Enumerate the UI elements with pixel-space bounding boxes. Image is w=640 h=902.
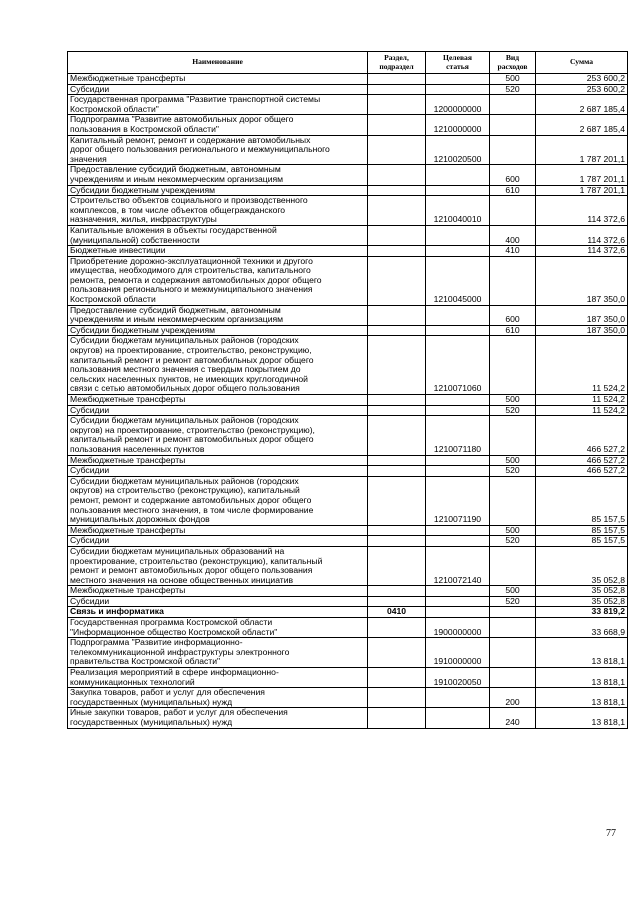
cell-section [368,708,426,728]
table-row [68,668,628,688]
cell-section [368,455,426,466]
table-row [68,455,628,466]
cell-section [368,74,426,85]
cell-article: 1910000000 [426,638,490,668]
cell-section [368,225,426,245]
cell-article [426,688,490,708]
cell-sum: 1 787 201,1 [536,135,628,165]
cell-name: Строительство объектов социального и производственного комплексов, в том числе объектов общегражданского назначения, жилья, инфраструктуры [68,196,368,226]
cell-type [490,668,536,688]
cell-article: 1210071180 [426,416,490,455]
cell-type: 520 [490,536,536,547]
cell-type: 520 [490,84,536,95]
cell-type: 500 [490,525,536,536]
table-row [68,476,628,525]
table-row [68,185,628,196]
cell-type [490,135,536,165]
cell-name: Капитальный ремонт, ремонт и содержание автомобильных дорог общего пользования регионального и межмуниципального значения [68,135,368,165]
cell-section [368,336,426,395]
column-header-name: Наименование [68,52,368,74]
cell-article [426,586,490,597]
cell-article [426,596,490,607]
cell-name: Субсидии [68,405,368,416]
cell-sum: 35 052,8 [536,546,628,585]
table-row [68,395,628,406]
cell-type: 500 [490,74,536,85]
table-row [68,135,628,165]
cell-name: Закупка товаров, работ и услуг для обеспечения государственных (муниципальных) нужд [68,688,368,708]
cell-name: Подпрограмма "Развитие информационно- телекоммуникационной инфраструктуры электронного правительства Костромской области" [68,638,368,668]
cell-article [426,325,490,336]
table-row [68,95,628,115]
cell-article [426,305,490,325]
cell-type: 500 [490,586,536,597]
cell-article: 1210045000 [426,256,490,305]
cell-name: Реализация мероприятий в сфере информационно- коммуникационных технологий [68,668,368,688]
cell-sum: 2 687 185,4 [536,95,628,115]
table-row [68,74,628,85]
cell-article: 1210020500 [426,135,490,165]
cell-sum: 33 668,9 [536,618,628,638]
cell-sum: 1 787 201,1 [536,165,628,185]
cell-section [368,325,426,336]
cell-section [368,256,426,305]
cell-name: Межбюджетные трансферты [68,74,368,85]
cell-article [426,395,490,406]
cell-name: Субсидии бюджетным учреждениям [68,185,368,196]
table-row [68,246,628,257]
cell-sum: 114 372,6 [536,225,628,245]
cell-sum: 13 818,1 [536,638,628,668]
table-row [68,536,628,547]
cell-article: 1210071190 [426,476,490,525]
cell-type: 400 [490,225,536,245]
column-header-sum: Сумма [536,52,628,74]
cell-type [490,256,536,305]
cell-section [368,84,426,95]
cell-name: Межбюджетные трансферты [68,586,368,597]
cell-section [368,586,426,597]
cell-type: 610 [490,325,536,336]
cell-section [368,618,426,638]
cell-type [490,638,536,668]
cell-name: Субсидии [68,466,368,477]
cell-name: Субсидии бюджетным учреждениям [68,325,368,336]
table-row [68,416,628,455]
cell-name: Предоставление субсидий бюджетным, автономным учреждениям и иным некоммерческим организациям [68,305,368,325]
cell-sum: 85 157,5 [536,525,628,536]
cell-sum: 114 372,6 [536,196,628,226]
cell-section [368,476,426,525]
cell-article [426,607,490,618]
table-row [68,546,628,585]
table-row [68,586,628,597]
cell-article: 1210071060 [426,336,490,395]
cell-type [490,546,536,585]
cell-type [490,607,536,618]
table-row [68,336,628,395]
cell-section [368,536,426,547]
column-header-article: Целевая статья [426,52,490,74]
cell-name: Субсидии [68,536,368,547]
cell-article [426,466,490,477]
table-row [68,596,628,607]
cell-section: 0410 [368,607,426,618]
cell-type: 600 [490,305,536,325]
cell-type: 520 [490,596,536,607]
cell-sum: 13 818,1 [536,688,628,708]
cell-article: 1210000000 [426,115,490,135]
cell-section [368,638,426,668]
table-row [68,115,628,135]
cell-sum: 2 687 185,4 [536,115,628,135]
table-row [68,638,628,668]
cell-type: 240 [490,708,536,728]
table-row [68,466,628,477]
cell-type: 200 [490,688,536,708]
cell-type: 520 [490,405,536,416]
column-header-type: Вид расходов [490,52,536,74]
cell-sum: 13 818,1 [536,708,628,728]
cell-sum: 114 372,6 [536,246,628,257]
cell-name: Субсидии бюджетам муниципальных районов (городских округов) на проектирование, строительство (реконструкцию), капитальный ремонт и ремонт автомобильных дорог общего пользования населенных пунктов [68,416,368,455]
table-row [68,708,628,728]
table-row [68,688,628,708]
cell-sum: 187 350,0 [536,256,628,305]
cell-sum: 85 157,5 [536,536,628,547]
cell-type [490,476,536,525]
cell-sum: 1 787 201,1 [536,185,628,196]
cell-sum: 35 052,8 [536,596,628,607]
cell-type [490,416,536,455]
page-number: 77 [606,828,616,839]
cell-article: 1200000000 [426,95,490,115]
cell-section [368,405,426,416]
cell-section [368,525,426,536]
cell-name: Межбюджетные трансферты [68,395,368,406]
cell-name: Государственная программа "Развитие транспортной системы Костромской области" [68,95,368,115]
cell-sum: 35 052,8 [536,586,628,597]
cell-article [426,74,490,85]
cell-sum: 466 527,2 [536,466,628,477]
cell-sum: 85 157,5 [536,476,628,525]
cell-type: 500 [490,395,536,406]
cell-sum: 11 524,2 [536,405,628,416]
cell-section [368,165,426,185]
cell-type [490,618,536,638]
cell-article [426,246,490,257]
cell-name: Субсидии бюджетам муниципальных образований на проектирование, строительство (реконструкцию), капитальный ремонт и ремонт автомобильных дорог общего пользования местного значения на основе общественных инициатив [68,546,368,585]
table-row [68,325,628,336]
cell-section [368,115,426,135]
cell-type [490,95,536,115]
cell-section [368,196,426,226]
cell-sum: 466 527,2 [536,455,628,466]
table-row [68,84,628,95]
cell-name: Иные закупки товаров, работ и услуг для обеспечения государственных (муниципальных) нужд [68,708,368,728]
cell-section [368,546,426,585]
table-row [68,525,628,536]
cell-sum: 187 350,0 [536,305,628,325]
cell-sum: 466 527,2 [536,416,628,455]
cell-article: 1900000000 [426,618,490,638]
cell-article [426,165,490,185]
cell-name: Связь и информатика [68,607,368,618]
cell-type [490,336,536,395]
cell-article [426,225,490,245]
cell-section [368,416,426,455]
cell-article [426,536,490,547]
table-header-row [68,52,628,74]
cell-sum: 253 600,2 [536,74,628,85]
cell-name: Приобретение дорожно-эксплуатационной техники и другого имущества, необходимого для строительства, капитального ремонта, ремонта и содержания автомобильных дорог общего пользования регионального и межмуниципального значения Костромской области [68,256,368,305]
cell-article [426,405,490,416]
cell-name: Государственная программа Костромской области "Информационное общество Костромской области" [68,618,368,638]
cell-article [426,84,490,95]
cell-section [368,466,426,477]
cell-type: 500 [490,455,536,466]
cell-name: Межбюджетные трансферты [68,525,368,536]
table-row [68,405,628,416]
cell-name: Субсидии бюджетам муниципальных районов (городских округов) на проектирование, строительство, реконструкцию, капитальный ремонт и ремонт автомобильных дорог общего пользования местного значения с твердым покрытием до сельских населенных пунктов, не имеющих круглогодичной связи с сетью автомобильных дорог общего пользования [68,336,368,395]
cell-sum: 11 524,2 [536,395,628,406]
cell-section [368,668,426,688]
cell-type: 520 [490,466,536,477]
cell-article [426,525,490,536]
cell-type [490,115,536,135]
cell-section [368,246,426,257]
table-body [68,74,628,729]
column-header-section: Раздел, подраздел [368,52,426,74]
cell-article [426,455,490,466]
table-row [68,256,628,305]
cell-name: Подпрограмма "Развитие автомобильных дорог общего пользования в Костромской области" [68,115,368,135]
cell-sum: 11 524,2 [536,336,628,395]
table-row [68,618,628,638]
cell-sum: 187 350,0 [536,325,628,336]
cell-section [368,95,426,115]
cell-sum: 13 818,1 [536,668,628,688]
cell-sum: 253 600,2 [536,84,628,95]
table-row [68,305,628,325]
cell-sum: 33 819,2 [536,607,628,618]
cell-name: Субсидии бюджетам муниципальных районов (городских округов) на строительство (реконструкцию), капитальный ремонт, ремонт и содержание автомобильных дорог общего пользования местного значения, в том числе формирование муниципальных дорожных фондов [68,476,368,525]
cell-name: Субсидии [68,84,368,95]
cell-article [426,708,490,728]
table-row [68,225,628,245]
cell-name: Субсидии [68,596,368,607]
cell-article: 1210072140 [426,546,490,585]
cell-section [368,305,426,325]
cell-name: Предоставление субсидий бюджетным, автономным учреждениям и иным некоммерческим организациям [68,165,368,185]
cell-section [368,596,426,607]
cell-name: Межбюджетные трансферты [68,455,368,466]
cell-article [426,185,490,196]
cell-section [368,135,426,165]
cell-type: 410 [490,246,536,257]
cell-section [368,395,426,406]
cell-type: 610 [490,185,536,196]
cell-article: 1910020050 [426,668,490,688]
cell-type [490,196,536,226]
cell-section [368,688,426,708]
budget-table [67,51,628,729]
table-row [68,607,628,618]
table-row [68,196,628,226]
cell-name: Капитальные вложения в объекты государственной (муниципальной) собственности [68,225,368,245]
table-row [68,165,628,185]
cell-section [368,185,426,196]
cell-article: 1210040010 [426,196,490,226]
cell-name: Бюджетные инвестиции [68,246,368,257]
cell-type: 600 [490,165,536,185]
